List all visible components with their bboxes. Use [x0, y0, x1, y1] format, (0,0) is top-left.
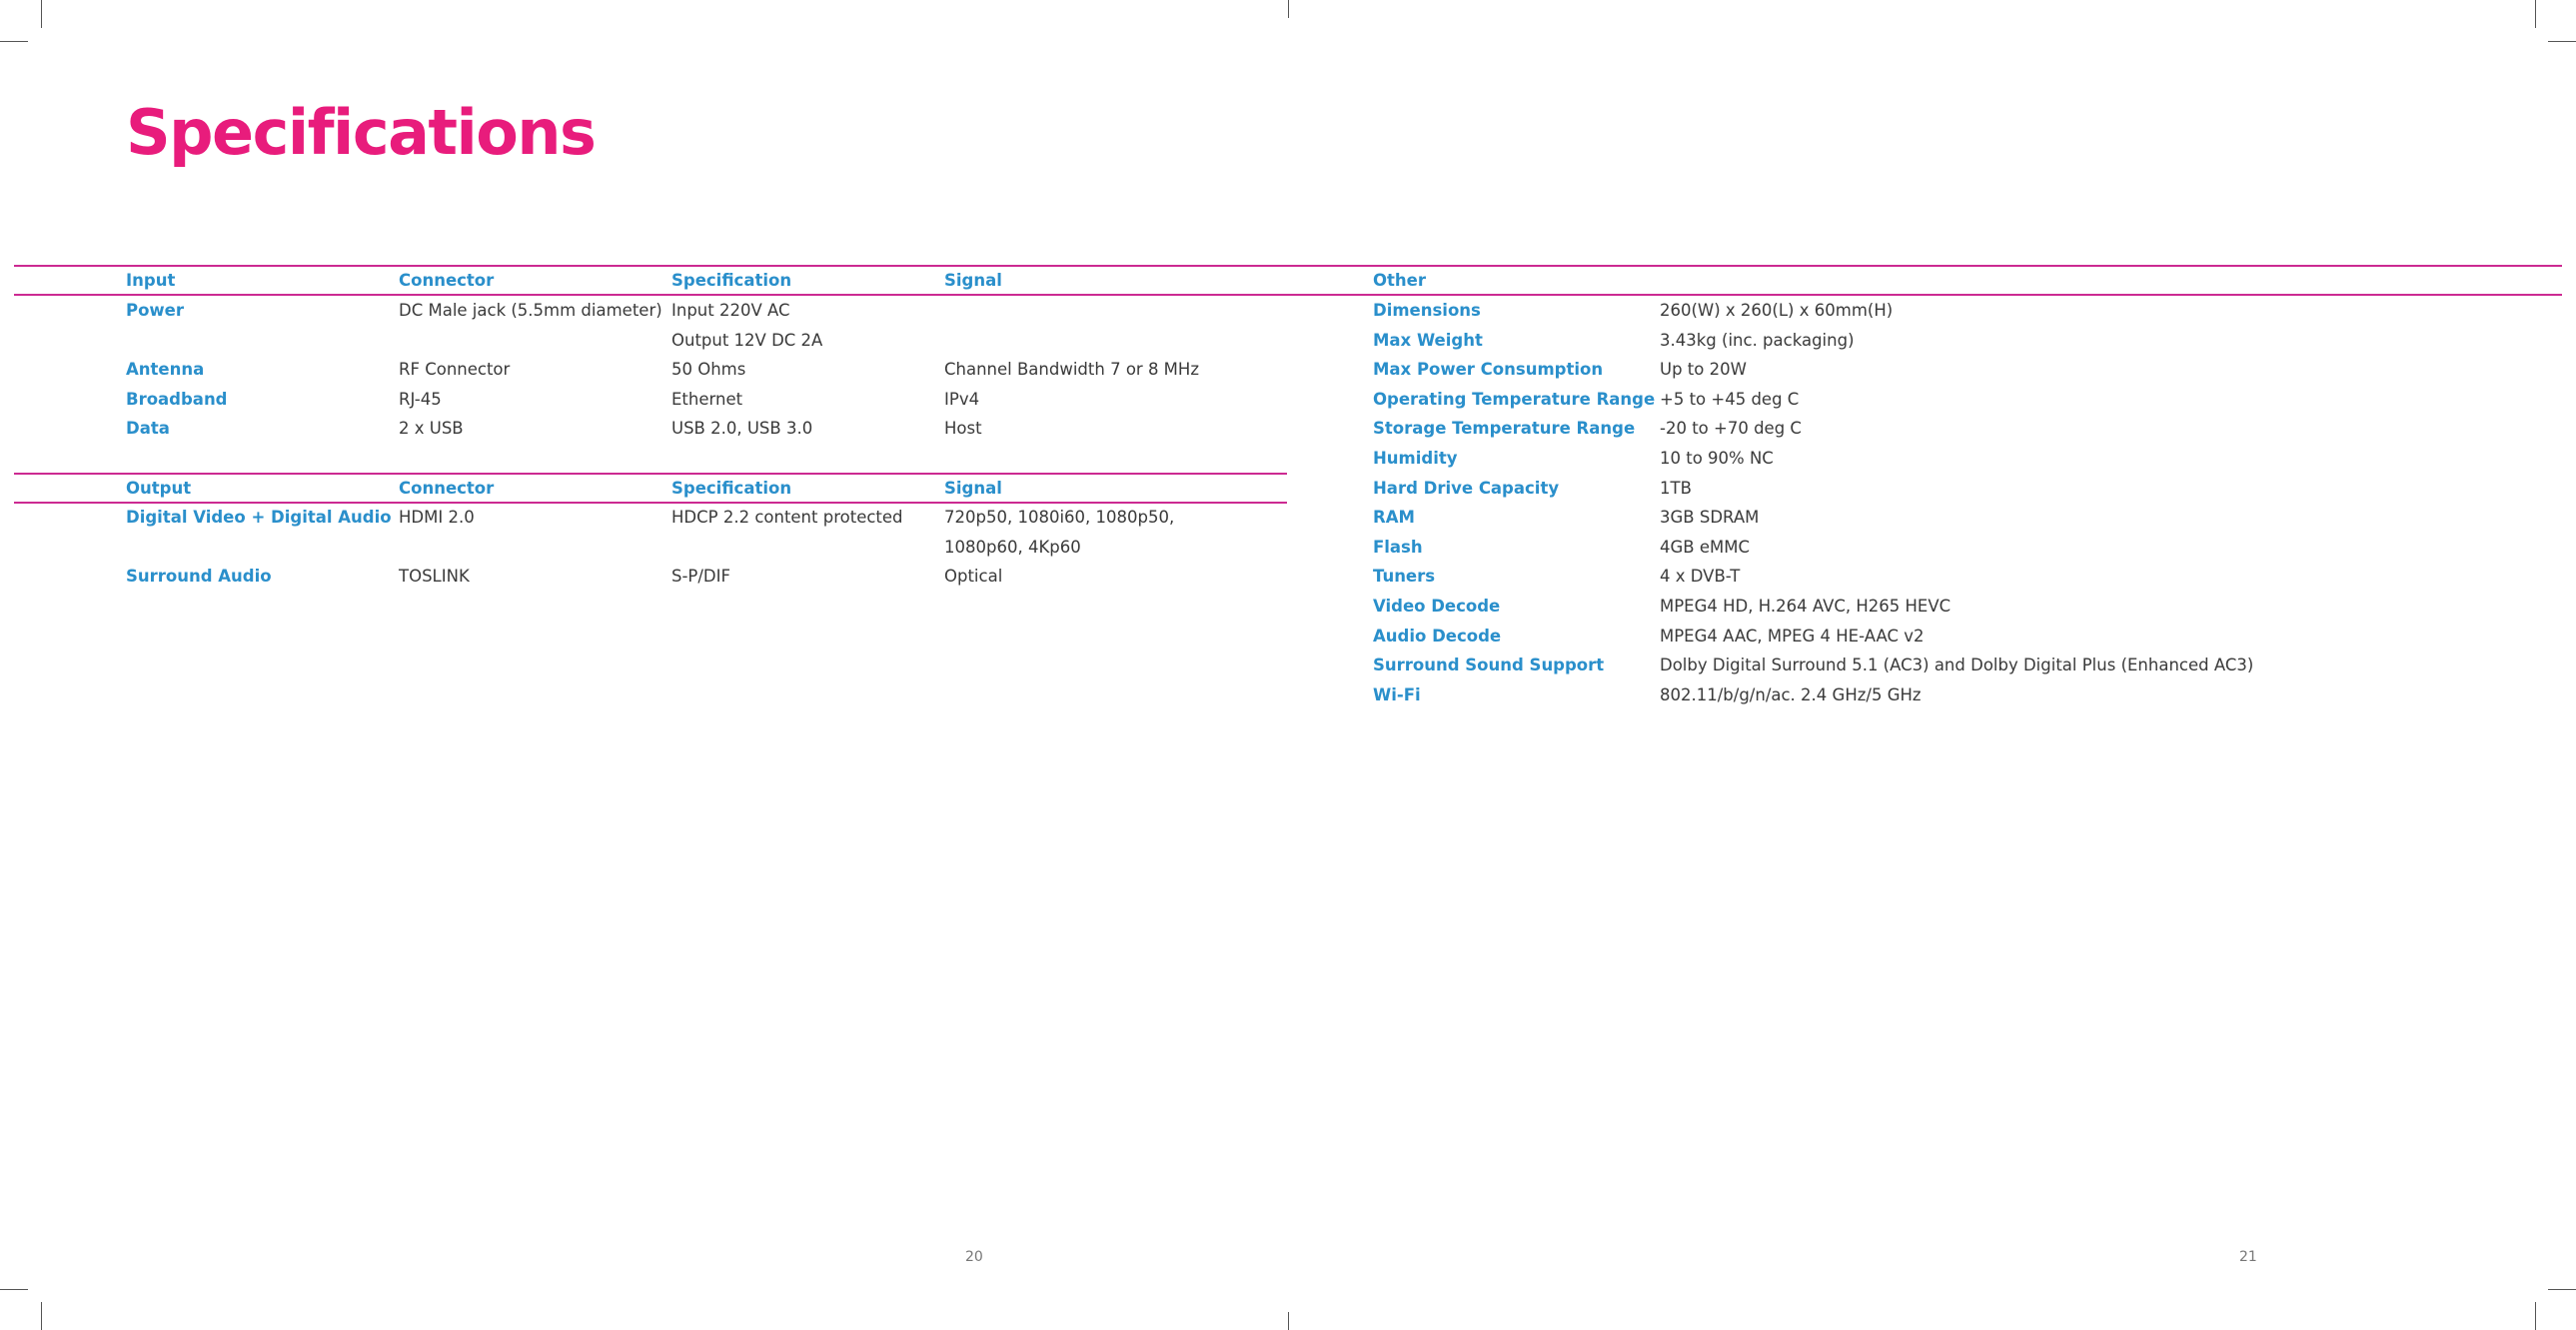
crop-mark: [41, 1302, 42, 1330]
cell-specification: 50 Ohms: [671, 360, 746, 380]
crop-mark: [2535, 1302, 2536, 1330]
spec-value: 10 to 90% NC: [1660, 449, 1774, 468]
column-header-connector: Connector: [399, 479, 495, 498]
cell-specification: USB 2.0, USB 3.0: [671, 419, 813, 439]
spec-label: Operating Temperature Range: [1373, 389, 1656, 409]
row-label: Broadband: [126, 389, 228, 409]
spec-label: Video Decode: [1373, 597, 1501, 616]
cell-connector: TOSLINK: [399, 567, 470, 587]
crop-mark: [1288, 0, 1289, 18]
crop-mark: [2535, 0, 2536, 28]
column-header-specification: Specification: [671, 271, 792, 290]
crop-mark: [2548, 41, 2576, 42]
spec-label: Surround Sound Support: [1373, 656, 1605, 675]
cell-signal: Channel Bandwidth 7 or 8 MHz: [944, 360, 1199, 380]
spec-label: Humidity: [1373, 449, 1458, 468]
row-label: Digital Video + Digital Audio: [126, 508, 392, 527]
column-header-label: Input: [126, 271, 176, 290]
spec-value: -20 to +70 deg C: [1660, 419, 1802, 439]
cell-signal: Host: [944, 419, 982, 439]
spec-value: Up to 20W: [1660, 360, 1747, 380]
column-header-signal: Signal: [944, 271, 1002, 290]
cell-specification: S-P/DIF: [671, 567, 730, 587]
spec-label: Storage Temperature Range: [1373, 419, 1636, 439]
column-header-signal: Signal: [944, 479, 1002, 498]
page-number-left: 20: [965, 1249, 983, 1265]
crop-mark: [0, 1289, 28, 1290]
row-label: Power: [126, 301, 184, 320]
cell-specification: Output 12V DC 2A: [671, 330, 823, 350]
spec-label: RAM: [1373, 508, 1415, 528]
spec-value: 802.11/b/g/n/ac. 2.4 GHz/5 GHz: [1660, 684, 1922, 704]
row-label: Data: [126, 419, 170, 439]
spec-value: 4 x DVB-T: [1660, 567, 1741, 587]
spec-label: Flash: [1373, 537, 1423, 557]
crop-mark: [2548, 1289, 2576, 1290]
cell-connector: RJ-45: [399, 389, 442, 409]
spec-value: MPEG4 HD, H.264 AVC, H265 HEVC: [1660, 597, 1951, 616]
spec-label: Tuners: [1373, 567, 1436, 587]
spec-value: MPEG4 AAC, MPEG 4 HE-AAC v2: [1660, 626, 1925, 646]
cell-connector: DC Male jack (5.5mm diameter): [399, 301, 662, 320]
spec-label: Max Power Consumption: [1373, 360, 1604, 380]
crop-mark: [1288, 1312, 1289, 1330]
page-number-right: 21: [2239, 1249, 2257, 1265]
spec-value: Dolby Digital Surround 5.1 (AC3) and Dolby Digital Plus (Enhanced AC3): [1660, 656, 2254, 675]
cell-signal: Optical: [944, 567, 1003, 587]
spec-value: +5 to +45 deg C: [1660, 389, 1800, 409]
spec-label: Audio Decode: [1373, 626, 1502, 646]
output-header-top-rule: [14, 473, 1287, 475]
spec-value: 4GB eMMC: [1660, 537, 1750, 557]
page-title: Specifications: [126, 96, 596, 169]
spec-label: Wi-Fi: [1373, 684, 1421, 704]
spec-value: 260(W) x 260(L) x 60mm(H): [1660, 301, 1894, 320]
cell-signal: 1080p60, 4Kp60: [944, 537, 1081, 557]
cell-connector: 2 x USB: [399, 419, 464, 439]
cell-connector: RF Connector: [399, 360, 511, 380]
spec-value: 3.43kg (inc. packaging): [1660, 330, 1855, 350]
column-header-label: Output: [126, 479, 192, 498]
cell-specification: Ethernet: [671, 389, 743, 409]
cell-specification: Input 220V AC: [671, 301, 790, 320]
column-header-other: Other: [1373, 271, 1426, 290]
column-header-connector: Connector: [399, 271, 495, 290]
spec-value: 3GB SDRAM: [1660, 508, 1760, 528]
crop-mark: [41, 0, 42, 28]
column-header-specification: Specification: [671, 479, 792, 498]
input-header-top-rule: [14, 265, 1287, 267]
spec-value: 1TB: [1660, 478, 1692, 498]
cell-signal: 720p50, 1080i60, 1080p50,: [944, 508, 1175, 527]
spec-label: Dimensions: [1373, 301, 1481, 320]
spec-label: Max Weight: [1373, 330, 1483, 350]
spec-label: Hard Drive Capacity: [1373, 478, 1560, 498]
crop-mark: [0, 41, 28, 42]
other-header-top-rule: [1287, 265, 2562, 267]
row-label: Surround Audio: [126, 567, 272, 587]
row-label: Antenna: [126, 360, 205, 380]
cell-connector: HDMI 2.0: [399, 508, 475, 527]
cell-specification: HDCP 2.2 content protected: [671, 508, 903, 527]
cell-signal: IPv4: [944, 389, 980, 409]
